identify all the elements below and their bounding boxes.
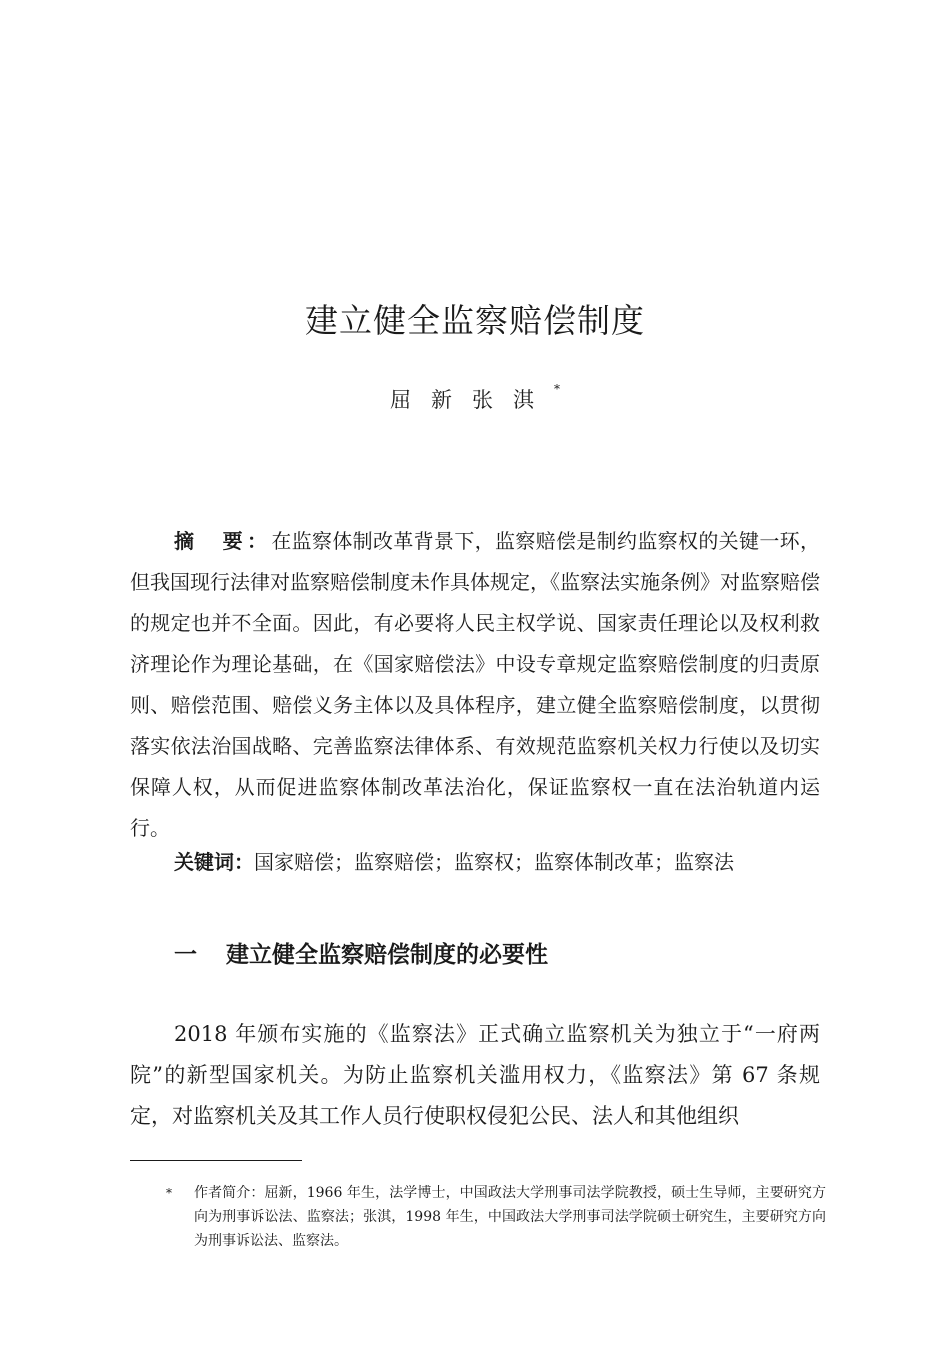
keywords-label: 关键词： — [174, 850, 254, 874]
keywords — [174, 842, 834, 883]
abstract-text: 在监察体制改革背景下，监察赔偿是制约监察权的关键一环，但我国现行法律对监察赔偿制度未作具体规定，《监察法实施条例》对监察赔偿的规定也并不全面。因此，有必要将人民主权学说、国家责任理论以及权利救济理论作为理论基础，在《国家赔偿法》中设专章规定监察赔偿制度的归责原则、赔偿范围、赔偿义务主体以及具体程序，建立健全监察赔偿制度，以贯彻落实依法治国战略、完善监察法律体系、有效规范监察机关权力行使以及切实保障人权，从而促进监察体制改革法治化，保证监察权一直在法治轨道内运行。 — [130, 529, 821, 840]
author-note-mark[interactable]: * — [554, 382, 560, 396]
body-paragraph: 2018 年颁布实施的《监察法》正式确立监察机关为独立于“一府两院”的新型国家机关。为防止监察机关滥用权力，《监察法》第 67 条规定，对监察机关及其工作人员行使职权侵犯公民、法人和其他组织 — [130, 1022, 820, 1128]
abstract — [130, 521, 820, 849]
section-title: 建立健全监察赔偿制度的必要性 — [226, 942, 548, 968]
section-number: 一 — [174, 942, 197, 968]
section-heading — [174, 936, 548, 969]
author-line — [0, 384, 950, 414]
footnote-text: 作者简介：屈新，1966 年生，法学博士，中国政法大学刑事司法学院教授，硕士生导师，主要研究方向为刑事诉讼法、监察法；张淇，1998 年生，中国政法大学刑事司法学院硕士研究生，主要研究方向为刑事诉讼法、监察法。 — [194, 1185, 826, 1249]
footnote-mark: * — [166, 1186, 172, 1200]
footnote-divider — [130, 1160, 302, 1161]
page-title: 建立健全监察赔偿制度 — [305, 301, 645, 340]
footnote — [166, 1181, 826, 1253]
keywords-text: 国家赔偿；监察赔偿；监察权；监察体制改革；监察法 — [254, 850, 734, 874]
abstract-label: 摘 要： — [174, 529, 272, 553]
author-names: 屈新张淇 — [390, 388, 554, 412]
